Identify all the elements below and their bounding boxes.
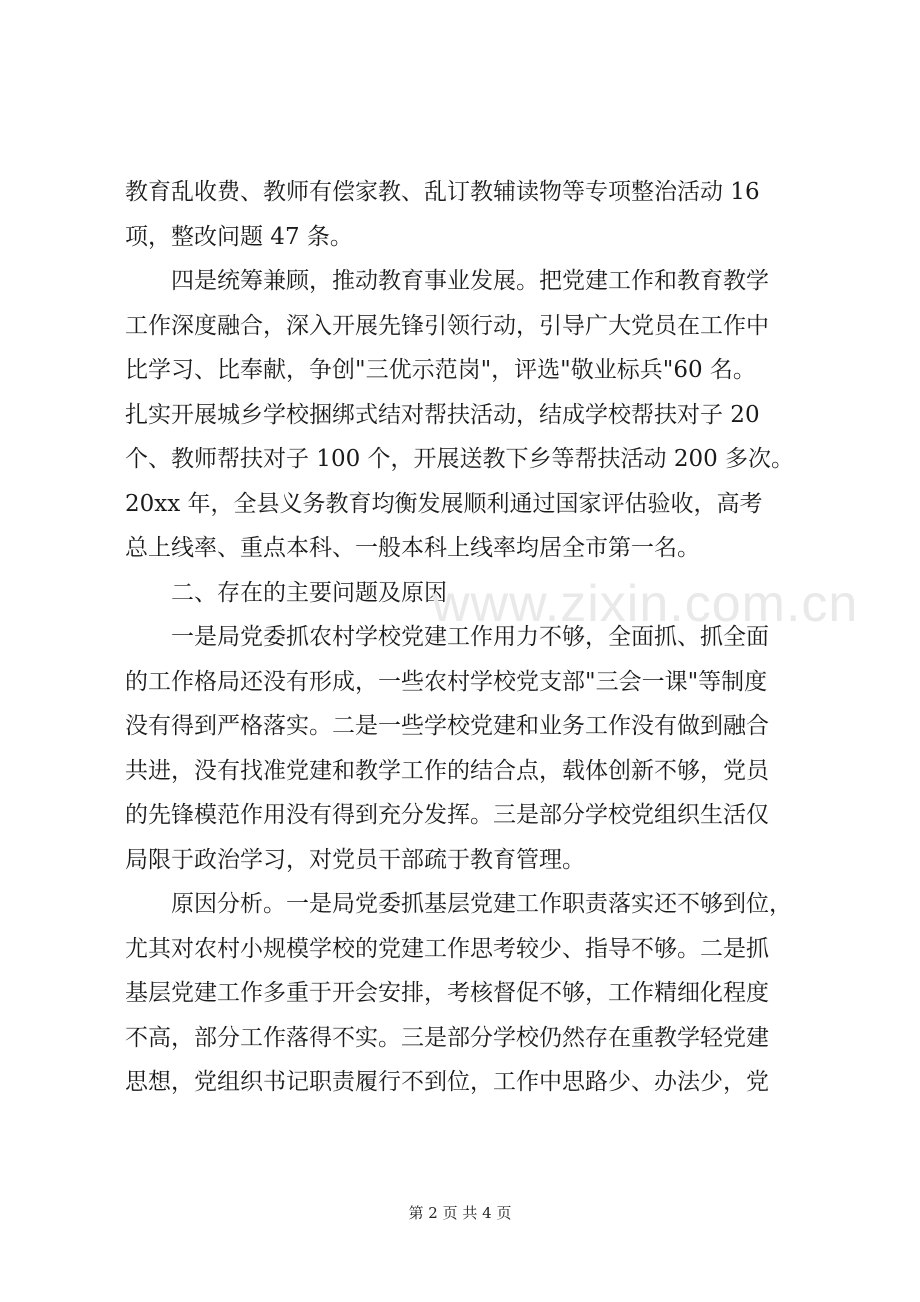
text-line: 四是统筹兼顾，推动教育事业发展。把党建工作和教育教学 bbox=[125, 268, 769, 294]
text-line: 尤其对农村小规模学校的党建工作思考较少、指导不够。二是抓 bbox=[125, 935, 769, 962]
text-line: 思想，党组织书记职责履行不到位，工作中思路少、办法少，党 bbox=[125, 1069, 769, 1095]
text-line: 个、教师帮扶对子 100 个，开展送教下乡等帮扶活动 200 多次。 bbox=[125, 446, 795, 472]
text-line: 一是局党委抓农村学校党建工作用力不够，全面抓、抓全面 bbox=[125, 624, 769, 650]
text-line: 比学习、比奉献，争创"三优示范岗"，评选"敬业标兵"60 名。 bbox=[125, 357, 756, 383]
page-footer: 第 2 页 共 4 页 bbox=[408, 1204, 512, 1222]
text-line: 基层党建工作多重于开会安排，考核督促不够，工作精细化程度 bbox=[125, 980, 769, 1006]
section-heading: 二、存在的主要问题及原因 bbox=[125, 579, 447, 606]
text-line: 局限于政治学习，对党员干部疏于教育管理。 bbox=[125, 846, 585, 873]
text-line: 原因分析。一是局党委抓基层党建工作职责落实还不够到位， bbox=[125, 891, 792, 917]
text-line: 项，整改问题 47 条。 bbox=[125, 223, 353, 250]
text-line: 不高，部分工作落得不实。三是部分学校仍然存在重教学轻党建 bbox=[125, 1024, 769, 1051]
text-line: 没有得到严格落实。二是一些学校党建和业务工作没有做到融合 bbox=[125, 713, 769, 739]
watermark: www.zixin.com.cn bbox=[432, 575, 859, 633]
text-line: 共进，没有找准党建和教学工作的结合点，载体创新不够，党员 bbox=[125, 757, 769, 784]
text-line: 教育乱收费、教师有偿家教、乱订教辅读物等专项整治活动 16 bbox=[125, 179, 760, 205]
text-line: 的先锋模范作用没有得到充分发挥。三是部分学校党组织生活仅 bbox=[125, 802, 769, 828]
text-line: 扎实开展城乡学校捆绑式结对帮扶活动，结成学校帮扶对子 20 bbox=[125, 401, 760, 428]
text-line: 的工作格局还没有形成，一些农村学校党支部"三会一课"等制度 bbox=[125, 668, 768, 695]
document-body bbox=[125, 170, 815, 1105]
text-line: 总上线率、重点本科、一般本科上线率均居全市第一名。 bbox=[125, 535, 700, 561]
text-line: 20xx 年，全县义务教育均衡发展顺利通过国家评估验收，高考 bbox=[125, 490, 763, 517]
text-line: 工作深度融合，深入开展先锋引领行动，引导广大党员在工作中 bbox=[125, 312, 769, 339]
